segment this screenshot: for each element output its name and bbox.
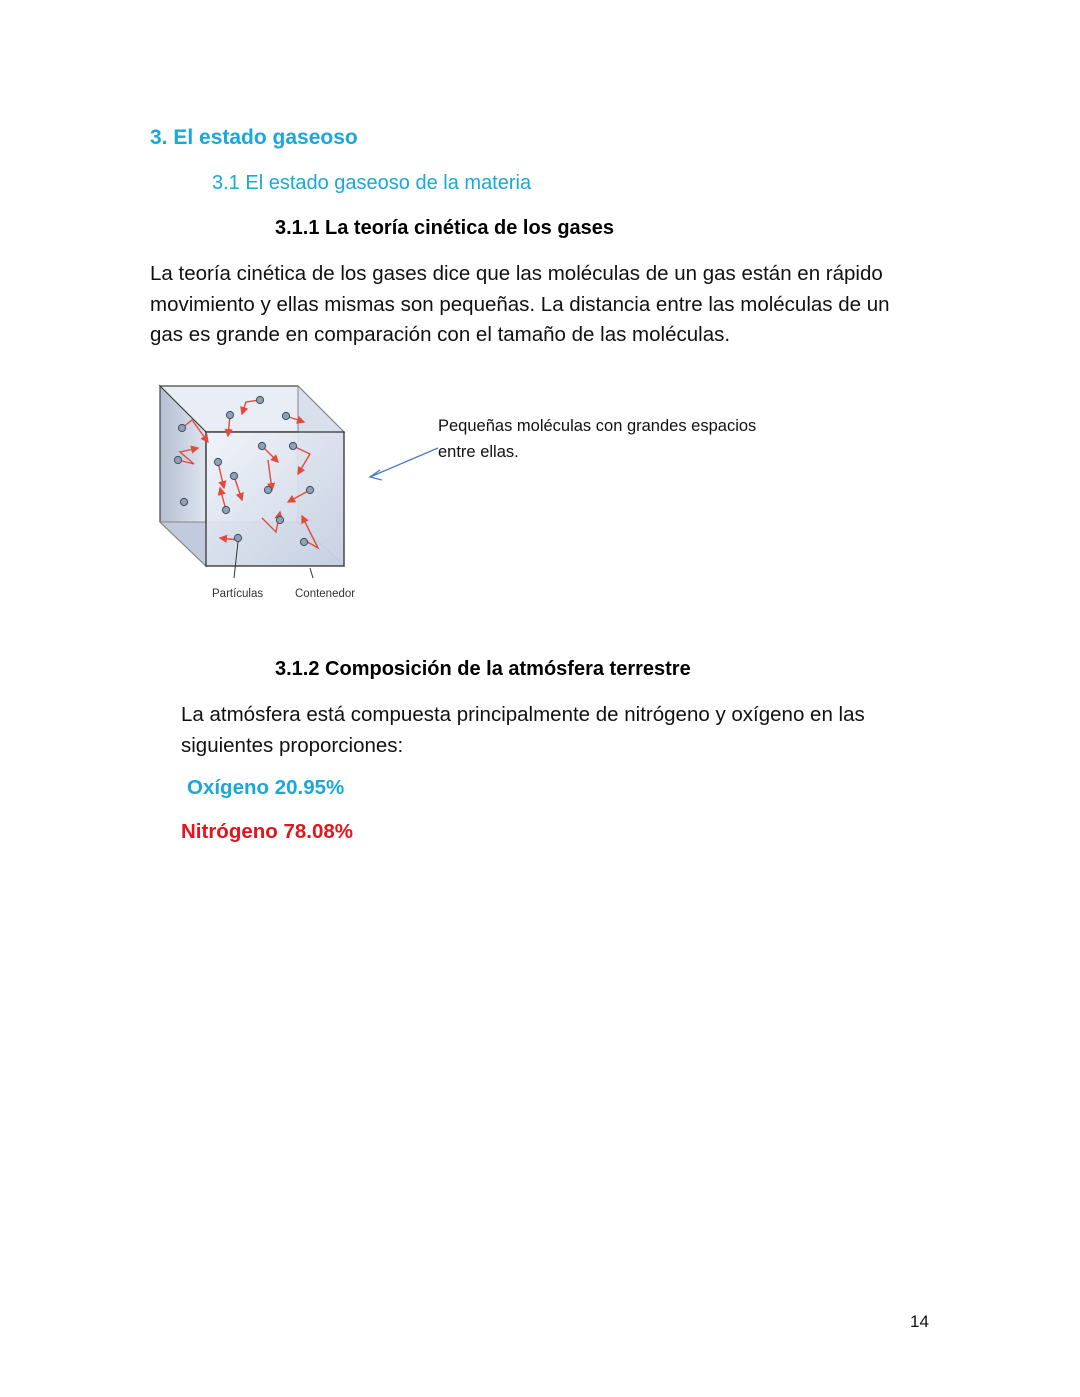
- particles-label: Partículas: [212, 588, 264, 600]
- page-number: 14: [910, 1312, 929, 1331]
- oxygen-value: Oxígeno 20.95%: [187, 776, 345, 799]
- caption-arrow: [360, 440, 445, 485]
- subsection-title: 3.1 El estado gaseoso de la materia: [212, 172, 532, 194]
- cube: [160, 386, 344, 566]
- section-title: 3. El estado gaseoso: [150, 126, 358, 149]
- container-label: Contenedor: [295, 588, 356, 600]
- kinetic-heading: 3.1.1 La teoría cinética de los gases: [275, 217, 615, 239]
- nitrogen-value: Nitrógeno 78.08%: [181, 820, 354, 843]
- figure-caption: Pequeñas moléculas con grandes espacios entre ellas.: [438, 417, 757, 461]
- atmosphere-heading: 3.1.2 Composición de la atmósfera terrestre: [275, 658, 691, 680]
- kinetic-paragraph: La teoría cinética de los gases dice que las moléculas de un gas están en rápido movimiento y ellas mismas son pequeñas. La distancia entre las moléculas de un gas es grande en comparación con el tamaño de las moléculas.: [150, 262, 890, 346]
- atmosphere-paragraph: La atmósfera está compuesta principalmente de nitrógeno y oxígeno en las siguientes proporciones:: [181, 703, 865, 757]
- gas-container-figure: [150, 378, 440, 608]
